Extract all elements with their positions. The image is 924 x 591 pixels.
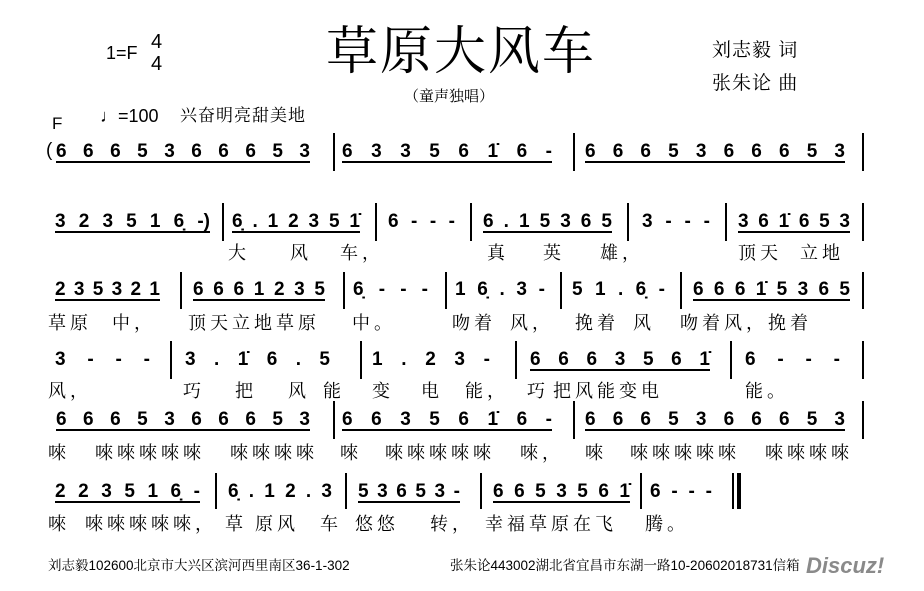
lyric-segment: 车， <box>340 243 384 263</box>
bar-line <box>560 272 562 309</box>
lyric-segment: 原风 <box>255 514 299 534</box>
bar-line <box>862 401 864 439</box>
lyric-segment: 悠悠 <box>355 514 399 534</box>
lyric-segment: 真 <box>487 243 509 263</box>
lyric-segment: 大 <box>228 243 250 263</box>
measure-5-1: 6 6 6 5 3 6 6 6 5 3 <box>56 409 310 430</box>
bar-line <box>360 341 362 379</box>
measure-4-4: 6 6 6 3 5 6 1̇ <box>530 349 710 370</box>
lyric-segment: 腾。 <box>645 514 689 534</box>
song-title: 草原大风车 <box>326 23 597 81</box>
measure-3-3: 6̣ - - - <box>353 279 428 300</box>
measure-4-5: 6 - - - <box>745 349 840 370</box>
lyric-segment: 风 <box>288 381 310 401</box>
lyric-segment: 唻唻唻唻唻 <box>95 443 205 463</box>
measure-1-1: 6 6 6 5 3 6 6 6 5 3 <box>56 141 310 162</box>
measure-2-1: 3 2 3 5 1 6̣ -) <box>55 211 210 232</box>
song-subtitle: （童声独唱） <box>404 88 495 105</box>
measure-2-2: 6̣ . 1 2 3 5 1̇ <box>232 211 360 232</box>
lyric-segment: 能 <box>323 381 345 401</box>
measure-6-5: 6 - - - <box>650 481 712 502</box>
bar-line <box>345 473 347 509</box>
bar-line <box>862 203 864 241</box>
bar-line <box>375 203 377 241</box>
lyric-segment: 唻 <box>340 443 362 463</box>
lyric-segment: 车 <box>320 514 342 534</box>
measure-6-3: 5 3 6 5 3 - <box>358 481 460 502</box>
bar-line <box>573 133 575 171</box>
lyric-segment: 巧 <box>527 381 549 401</box>
expression-marking: 兴奋明亮甜美地 <box>180 106 306 125</box>
lyric-segment: 英 <box>543 243 565 263</box>
lyric-segment: 能。 <box>745 381 789 401</box>
bar-line <box>640 473 642 509</box>
measure-2-6: 3 6 1̇ 6 5 3 <box>738 211 850 232</box>
final-bar-thin <box>732 473 734 509</box>
lyric-segment: 草 <box>225 514 247 534</box>
lyric-segment: 顶天立地草原 <box>188 313 320 333</box>
lyric-segment: 把风能变电 <box>553 381 663 401</box>
bar-line <box>627 203 629 241</box>
measure-3-4: 1 6̣ . 3 - <box>455 279 545 300</box>
measure-4-3: 1 . 2 3 - <box>372 349 490 370</box>
chord-symbol: F <box>52 114 63 133</box>
bar-line <box>862 133 864 171</box>
lyric-segment: 草原 <box>48 313 92 333</box>
measure-3-1: 2 3 5 3 2 1 <box>55 279 160 300</box>
lyricist-credit: 刘志毅 词 <box>712 40 799 61</box>
lyric-segment: 唻唻唻唻 <box>765 443 853 463</box>
measure-2-3: 6 - - - <box>388 211 455 232</box>
lyric-segment: 吻着风，挽着 <box>680 313 812 333</box>
lyric-segment: 挽着 <box>575 313 619 333</box>
key-signature: 1=F <box>106 43 138 63</box>
bar-line <box>480 473 482 509</box>
bar-line <box>725 203 727 241</box>
tempo-marking: ♩=100 <box>100 106 159 126</box>
lyric-segment: 唻 <box>585 443 607 463</box>
bar-line <box>515 341 517 379</box>
bar-line <box>573 401 575 439</box>
lyric-segment: 唻唻唻唻 <box>230 443 318 463</box>
intro-open-paren: ( <box>46 140 53 161</box>
composer-credit: 张朱论 曲 <box>712 73 799 94</box>
measure-5-2: 6 6 3 5 6 1̇ 6 - <box>342 409 552 430</box>
lyric-segment: 幸福草原在飞 <box>485 514 617 534</box>
bar-line <box>730 341 732 379</box>
composer-address: 张朱论443002湖北省宜昌市东湖一路10-20602018731信箱 <box>450 558 800 573</box>
lyric-segment: 电 <box>421 381 443 401</box>
lyric-segment: 唻 <box>48 514 70 534</box>
bar-line <box>862 272 864 309</box>
measure-6-1: 2 2 3 5 1 6̣ - <box>55 481 200 502</box>
time-signature-bottom: 4 <box>151 53 163 75</box>
bar-line <box>180 272 182 309</box>
lyric-segment: 风， <box>510 313 554 333</box>
lyric-segment: 唻 <box>48 443 70 463</box>
lyric-segment: 能， <box>465 381 509 401</box>
measure-5-3: 6 6 6 5 3 6 6 6 5 3 <box>585 409 845 430</box>
bar-line <box>333 401 335 439</box>
measure-2-5: 3 - - - <box>642 211 710 232</box>
lyric-segment: 唻， <box>520 443 564 463</box>
bar-line <box>222 203 224 241</box>
bar-line <box>333 133 335 171</box>
bar-line <box>343 272 345 309</box>
lyric-segment: 把 <box>235 381 257 401</box>
measure-3-6: 6 6 6 1̇ 5 3 6 5 <box>693 279 850 300</box>
measure-2-4: 6 . 1 5 3 6 5 <box>483 211 612 232</box>
final-bar-thick <box>737 473 741 509</box>
lyric-segment: 风 <box>290 243 312 263</box>
lyric-segment: 中， <box>112 313 156 333</box>
bar-line <box>470 203 472 241</box>
lyricist-address: 刘志毅102600北京市大兴区滨河西里南区36-1-302 <box>48 558 350 573</box>
lyric-segment: 唻唻唻唻唻 <box>630 443 740 463</box>
bar-line <box>445 272 447 309</box>
time-signature-top: 4 <box>151 31 163 53</box>
lyric-segment: 转， <box>430 514 474 534</box>
lyric-segment: 巧 <box>183 381 205 401</box>
measure-1-2: 6 3 3 5 6 1̇ 6 - <box>342 141 552 162</box>
measure-6-2: 6̣ . 1 2 . 3 <box>228 481 332 502</box>
bar-line <box>170 341 172 379</box>
lyric-segment: 立地 <box>800 243 844 263</box>
lyric-segment: 唻唻唻唻唻 <box>385 443 495 463</box>
bar-line <box>215 473 217 509</box>
lyric-segment: 变 <box>372 381 394 401</box>
measure-3-2: 6 6 6 1 2 3 5 <box>193 279 325 300</box>
lyric-segment: 中。 <box>352 313 396 333</box>
measure-1-3: 6 6 6 5 3 6 6 6 5 3 <box>585 141 845 162</box>
measure-4-1: 3 - - - <box>55 349 150 370</box>
lyric-segment: 顶天 <box>738 243 782 263</box>
measure-6-4: 6 6 5 3 5 6 1̇ <box>493 481 630 502</box>
bar-line <box>862 341 864 379</box>
lyric-segment: 吻着 <box>452 313 496 333</box>
measure-3-5: 5 1 . 6̣ - <box>572 279 665 300</box>
watermark-logo: Discuz! <box>806 553 885 578</box>
lyric-segment: 风 <box>633 313 655 333</box>
lyric-segment: 雄， <box>600 243 644 263</box>
lyric-segment: 唻唻唻唻唻， <box>85 514 217 534</box>
bar-line <box>680 272 682 309</box>
lyric-segment: 风， <box>48 381 92 401</box>
measure-4-2: 3 . 1̇ 6 . 5 <box>185 349 330 370</box>
